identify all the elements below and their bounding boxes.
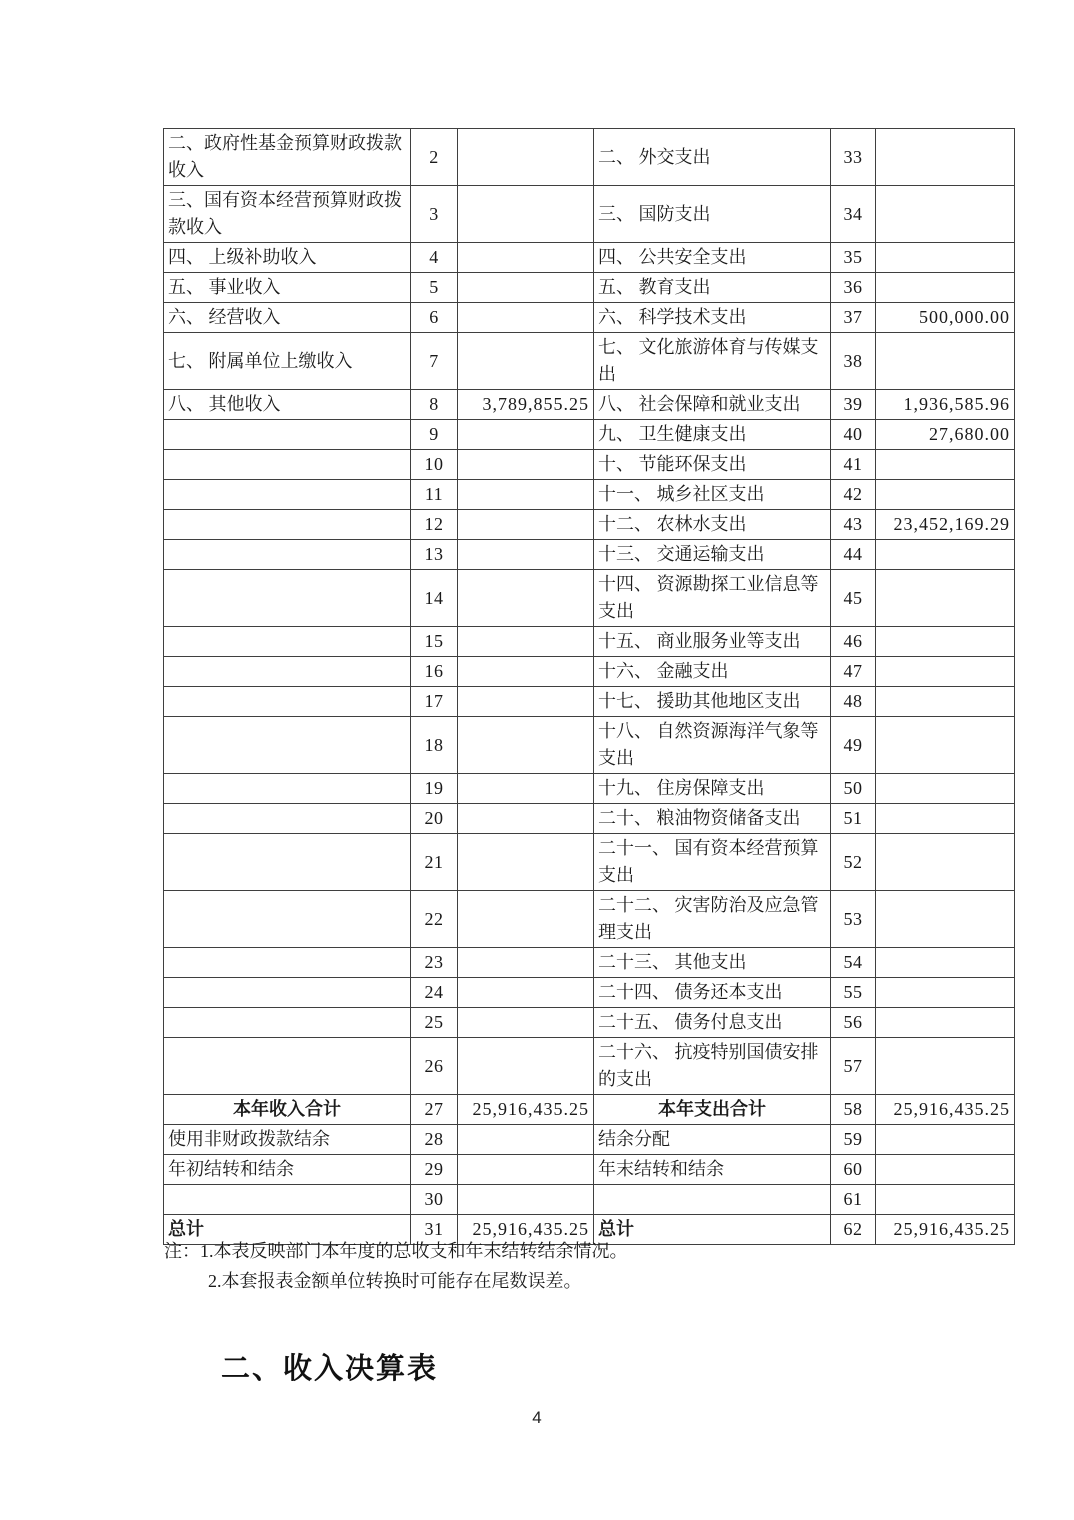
income-amount (458, 186, 594, 243)
expense-item-label: 二十、 粮油物资储备支出 (594, 804, 831, 834)
expense-amount (876, 804, 1015, 834)
expense-amount (876, 1155, 1015, 1185)
table-row (164, 657, 1015, 687)
expense-line-number: 56 (831, 1008, 876, 1038)
income-amount (458, 480, 594, 510)
income-item-label (164, 480, 411, 510)
table-row (164, 303, 1015, 333)
expense-line-number: 60 (831, 1155, 876, 1185)
expense-amount (876, 186, 1015, 243)
income-line-number: 19 (411, 774, 458, 804)
expense-line-number: 37 (831, 303, 876, 333)
income-line-number: 17 (411, 687, 458, 717)
table-row (164, 186, 1015, 243)
income-line-number: 13 (411, 540, 458, 570)
expense-line-number: 43 (831, 510, 876, 540)
expense-line-number: 49 (831, 717, 876, 774)
table-row (164, 510, 1015, 540)
income-amount: 3,789,855.25 (458, 390, 594, 420)
income-item-label: 使用非财政拨款结余 (164, 1125, 411, 1155)
income-amount (458, 570, 594, 627)
income-amount (458, 804, 594, 834)
table-row (164, 627, 1015, 657)
income-item-label: 本年收入合计 (164, 1095, 411, 1125)
income-line-number: 31 (411, 1215, 458, 1245)
table-row (164, 1155, 1015, 1185)
income-item-label: 年初结转和结余 (164, 1155, 411, 1185)
expense-item-label: 二十二、 灾害防治及应急管理支出 (594, 891, 831, 948)
expense-amount: 27,680.00 (876, 420, 1015, 450)
income-line-number: 4 (411, 243, 458, 273)
income-line-number: 15 (411, 627, 458, 657)
income-item-label: 总计 (164, 1215, 411, 1245)
income-amount (458, 1008, 594, 1038)
expense-item-label: 二十四、 债务还本支出 (594, 978, 831, 1008)
expense-amount: 1,936,585.96 (876, 390, 1015, 420)
expense-amount (876, 978, 1015, 1008)
table-row (164, 333, 1015, 390)
income-item-label (164, 1008, 411, 1038)
income-amount (458, 1125, 594, 1155)
table-row (164, 570, 1015, 627)
expense-amount (876, 687, 1015, 717)
income-amount (458, 834, 594, 891)
expense-item-label: 十、 节能环保支出 (594, 450, 831, 480)
income-amount (458, 774, 594, 804)
income-item-label (164, 804, 411, 834)
income-amount (458, 273, 594, 303)
expense-item-label: 九、 卫生健康支出 (594, 420, 831, 450)
income-amount (458, 627, 594, 657)
income-amount (458, 891, 594, 948)
expense-amount (876, 1038, 1015, 1095)
expense-amount (876, 450, 1015, 480)
budget-summary-table (163, 128, 1015, 1245)
expense-line-number: 48 (831, 687, 876, 717)
expense-item-label: 五、 教育支出 (594, 273, 831, 303)
expense-item-label: 十三、 交通运输支出 (594, 540, 831, 570)
income-line-number: 25 (411, 1008, 458, 1038)
note-line-1: 注：1.本表反映部门本年度的总收支和年末结转结余情况。 (164, 1241, 628, 1261)
income-amount (458, 657, 594, 687)
expense-amount (876, 540, 1015, 570)
income-line-number: 23 (411, 948, 458, 978)
expense-line-number: 35 (831, 243, 876, 273)
expense-amount (876, 627, 1015, 657)
income-amount (458, 1185, 594, 1215)
income-line-number: 6 (411, 303, 458, 333)
expense-item-label: 总计 (594, 1215, 831, 1245)
expense-amount (876, 774, 1015, 804)
expense-line-number: 53 (831, 891, 876, 948)
expense-item-label: 十五、 商业服务业等支出 (594, 627, 831, 657)
income-amount (458, 540, 594, 570)
income-item-label: 六、 经营收入 (164, 303, 411, 333)
income-line-number: 29 (411, 1155, 458, 1185)
expense-amount (876, 129, 1015, 186)
income-item-label (164, 420, 411, 450)
table-row (164, 717, 1015, 774)
table-row (164, 420, 1015, 450)
income-line-number: 3 (411, 186, 458, 243)
expense-line-number: 51 (831, 804, 876, 834)
table-row (164, 687, 1015, 717)
expense-line-number: 61 (831, 1185, 876, 1215)
income-line-number: 18 (411, 717, 458, 774)
expense-item-label: 二十三、 其他支出 (594, 948, 831, 978)
table-row (164, 243, 1015, 273)
income-amount (458, 948, 594, 978)
page-number: 4 (532, 1408, 542, 1427)
table-notes (164, 1236, 924, 1296)
table-row (164, 273, 1015, 303)
income-item-label (164, 1038, 411, 1095)
expense-item-label: 二十一、 国有资本经营预算支出 (594, 834, 831, 891)
expense-amount: 25,916,435.25 (876, 1215, 1015, 1245)
expense-amount: 23,452,169.29 (876, 510, 1015, 540)
expense-amount (876, 1125, 1015, 1155)
expense-item-label: 四、 公共安全支出 (594, 243, 831, 273)
expense-line-number: 40 (831, 420, 876, 450)
income-item-label: 七、 附属单位上缴收入 (164, 333, 411, 390)
section-heading: 二、收入决算表 (221, 1353, 439, 1385)
income-amount: 25,916,435.25 (458, 1215, 594, 1245)
income-item-label (164, 570, 411, 627)
table-row (164, 774, 1015, 804)
expense-amount (876, 570, 1015, 627)
income-amount (458, 978, 594, 1008)
expense-item-label: 七、 文化旅游体育与传媒支出 (594, 333, 831, 390)
expense-item-label: 十二、 农林水支出 (594, 510, 831, 540)
expense-amount (876, 1008, 1015, 1038)
expense-amount (876, 948, 1015, 978)
expense-item-label: 六、 科学技术支出 (594, 303, 831, 333)
expense-line-number: 47 (831, 657, 876, 687)
table-row (164, 1185, 1015, 1215)
expense-item-label: 二十五、 债务付息支出 (594, 1008, 831, 1038)
income-item-label: 八、 其他收入 (164, 390, 411, 420)
income-amount (458, 303, 594, 333)
expense-amount (876, 1185, 1015, 1215)
table-row (164, 1095, 1015, 1125)
table-row (164, 480, 1015, 510)
expense-item-label: 八、 社会保障和就业支出 (594, 390, 831, 420)
expense-item-label: 十六、 金融支出 (594, 657, 831, 687)
expense-amount (876, 657, 1015, 687)
income-line-number: 12 (411, 510, 458, 540)
expense-line-number: 50 (831, 774, 876, 804)
income-item-label (164, 774, 411, 804)
income-line-number: 10 (411, 450, 458, 480)
income-line-number: 24 (411, 978, 458, 1008)
expense-item-label: 三、 国防支出 (594, 186, 831, 243)
expense-line-number: 58 (831, 1095, 876, 1125)
income-item-label (164, 834, 411, 891)
table-row (164, 948, 1015, 978)
income-item-label (164, 450, 411, 480)
expense-item-label (594, 1185, 831, 1215)
table-row (164, 978, 1015, 1008)
table-row (164, 834, 1015, 891)
income-item-label (164, 657, 411, 687)
income-amount (458, 510, 594, 540)
table-row (164, 129, 1015, 186)
income-item-label (164, 978, 411, 1008)
expense-line-number: 34 (831, 186, 876, 243)
expense-line-number: 52 (831, 834, 876, 891)
expense-line-number: 57 (831, 1038, 876, 1095)
expense-amount: 25,916,435.25 (876, 1095, 1015, 1125)
expense-amount (876, 717, 1015, 774)
table-row (164, 891, 1015, 948)
table-row (164, 804, 1015, 834)
income-amount (458, 687, 594, 717)
expense-item-label: 十四、 资源勘探工业信息等支出 (594, 570, 831, 627)
income-item-label (164, 717, 411, 774)
income-amount (458, 450, 594, 480)
income-item-label (164, 948, 411, 978)
expense-amount (876, 333, 1015, 390)
income-line-number: 5 (411, 273, 458, 303)
income-line-number: 30 (411, 1185, 458, 1215)
table-row (164, 450, 1015, 480)
table-row (164, 390, 1015, 420)
expense-amount (876, 243, 1015, 273)
table-row (164, 1008, 1015, 1038)
expense-line-number: 42 (831, 480, 876, 510)
table-row (164, 1038, 1015, 1095)
income-item-label (164, 1185, 411, 1215)
expense-amount (876, 480, 1015, 510)
expense-amount (876, 273, 1015, 303)
income-line-number: 20 (411, 804, 458, 834)
expense-line-number: 59 (831, 1125, 876, 1155)
expense-item-label: 结余分配 (594, 1125, 831, 1155)
income-amount (458, 243, 594, 273)
income-line-number: 2 (411, 129, 458, 186)
income-item-label (164, 687, 411, 717)
income-line-number: 9 (411, 420, 458, 450)
income-line-number: 21 (411, 834, 458, 891)
expense-line-number: 44 (831, 540, 876, 570)
income-item-label (164, 540, 411, 570)
income-line-number: 7 (411, 333, 458, 390)
expense-item-label: 十七、 援助其他地区支出 (594, 687, 831, 717)
income-line-number: 8 (411, 390, 458, 420)
expense-item-label: 二、 外交支出 (594, 129, 831, 186)
income-line-number: 26 (411, 1038, 458, 1095)
income-line-number: 22 (411, 891, 458, 948)
expense-amount (876, 891, 1015, 948)
income-amount (458, 333, 594, 390)
expense-line-number: 41 (831, 450, 876, 480)
income-line-number: 11 (411, 480, 458, 510)
expense-item-label: 二十六、 抗疫特别国债安排的支出 (594, 1038, 831, 1095)
income-item-label (164, 627, 411, 657)
income-amount (458, 129, 594, 186)
expense-item-label: 十一、 城乡社区支出 (594, 480, 831, 510)
table-row (164, 540, 1015, 570)
expense-line-number: 38 (831, 333, 876, 390)
expense-line-number: 55 (831, 978, 876, 1008)
income-item-label (164, 510, 411, 540)
expense-item-label: 年末结转和结余 (594, 1155, 831, 1185)
income-amount (458, 1155, 594, 1185)
expense-line-number: 54 (831, 948, 876, 978)
income-line-number: 14 (411, 570, 458, 627)
income-item-label (164, 891, 411, 948)
expense-line-number: 39 (831, 390, 876, 420)
income-amount (458, 717, 594, 774)
expense-line-number: 33 (831, 129, 876, 186)
expense-item-label: 十九、 住房保障支出 (594, 774, 831, 804)
income-item-label: 三、国有资本经营预算财政拨款收入 (164, 186, 411, 243)
income-line-number: 27 (411, 1095, 458, 1125)
expense-line-number: 46 (831, 627, 876, 657)
expense-item-label: 十八、 自然资源海洋气象等支出 (594, 717, 831, 774)
income-amount: 25,916,435.25 (458, 1095, 594, 1125)
income-line-number: 28 (411, 1125, 458, 1155)
expense-line-number: 36 (831, 273, 876, 303)
table-row (164, 1125, 1015, 1155)
expense-amount: 500,000.00 (876, 303, 1015, 333)
income-item-label: 二、政府性基金预算财政拨款收入 (164, 129, 411, 186)
income-amount (458, 420, 594, 450)
expense-amount (876, 834, 1015, 891)
income-item-label: 五、 事业收入 (164, 273, 411, 303)
expense-item-label: 本年支出合计 (594, 1095, 831, 1125)
income-item-label: 四、 上级补助收入 (164, 243, 411, 273)
income-amount (458, 1038, 594, 1095)
income-line-number: 16 (411, 657, 458, 687)
note-line-2: 2.本套报表金额单位转换时可能存在尾数误差。 (208, 1271, 582, 1291)
expense-line-number: 45 (831, 570, 876, 627)
expense-line-number: 62 (831, 1215, 876, 1245)
